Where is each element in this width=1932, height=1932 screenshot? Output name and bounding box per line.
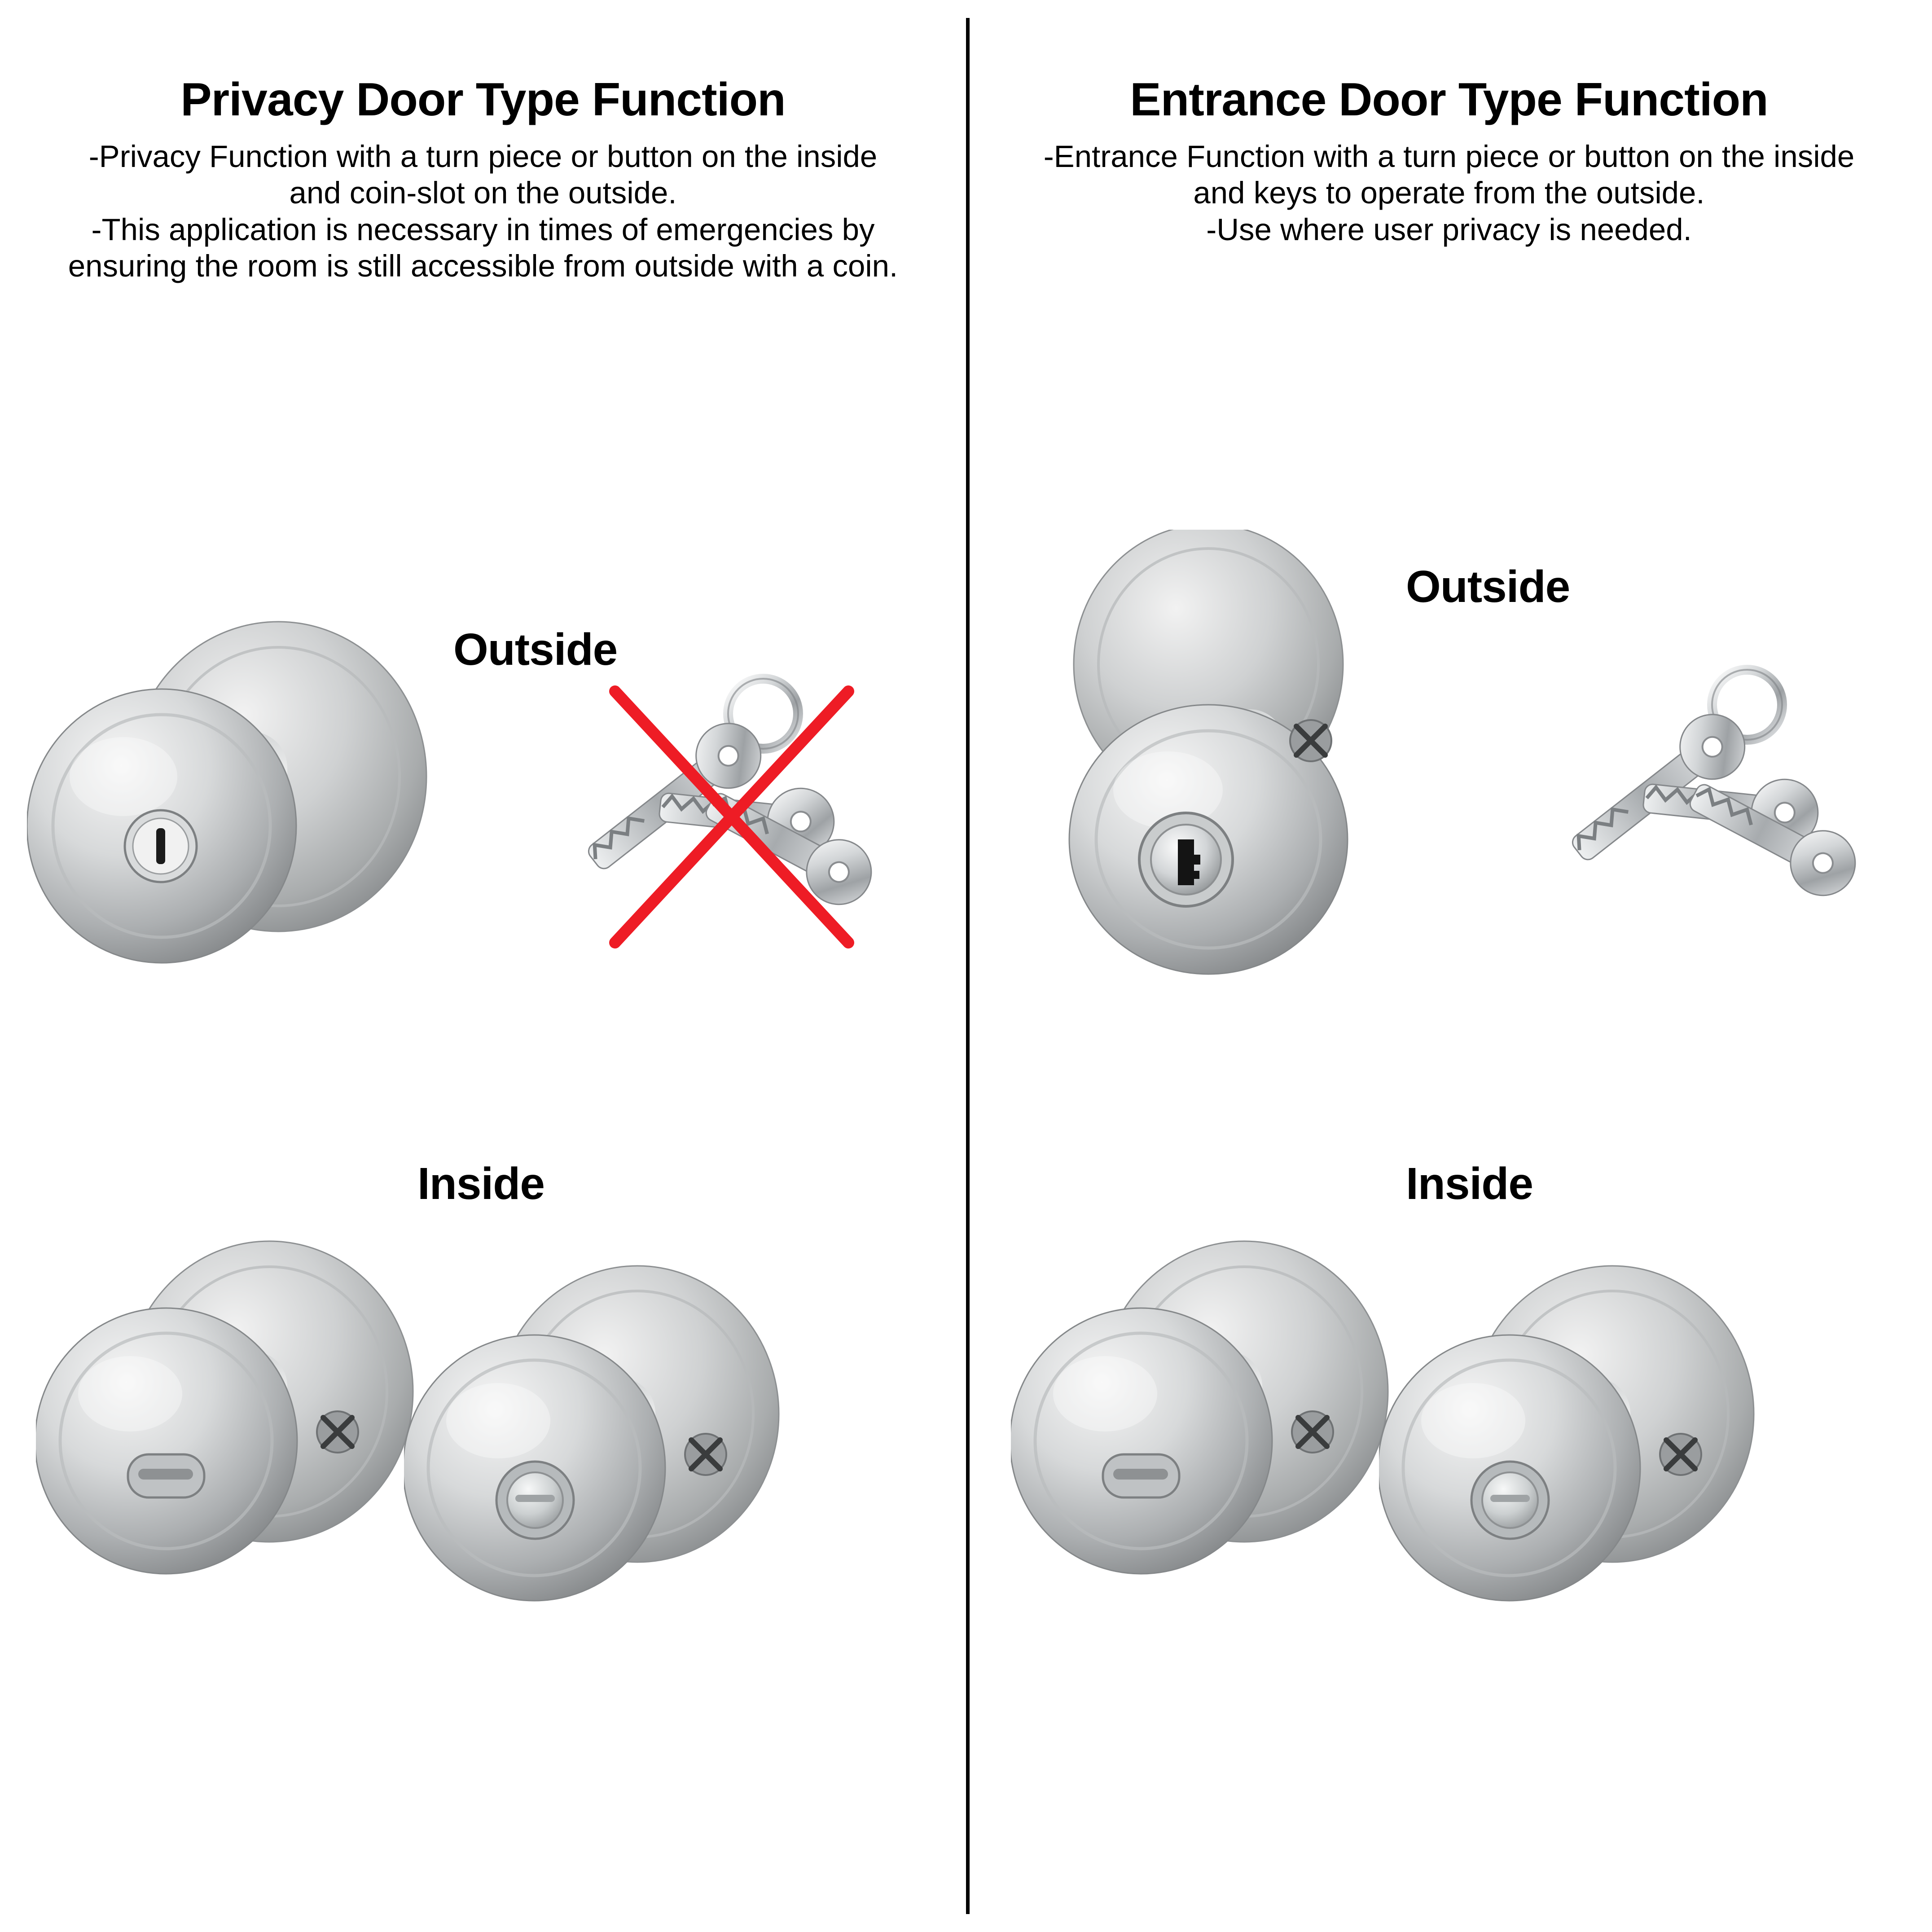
description-line: -Privacy Function with a turn piece or button on the inside bbox=[88, 139, 878, 174]
inside-label-entrance: Inside bbox=[1406, 1159, 1533, 1209]
knob-inside-privacy-pushbutton bbox=[404, 1243, 808, 1647]
panel-description-entrance bbox=[966, 138, 1932, 248]
outside-label-entrance: Outside bbox=[1406, 562, 1570, 612]
keys-illustration-privacy bbox=[512, 664, 884, 979]
description-line: -This application is necessary in times of emergencies by bbox=[91, 212, 875, 247]
outside-label-privacy: Outside bbox=[453, 624, 618, 675]
knob-outside-entrance-keyed bbox=[1020, 530, 1437, 979]
description-line: and coin-slot on the outside. bbox=[289, 176, 677, 211]
description-line: and keys to operate from the outside. bbox=[1193, 176, 1705, 211]
panel-title-privacy: Privacy Door Type Function bbox=[180, 74, 786, 126]
description-line: -Use where user privacy is needed. bbox=[1206, 212, 1692, 247]
description-line: -Entrance Function with a turn piece or button on the inside bbox=[1043, 139, 1855, 174]
knob-inside-entrance-turnpiece bbox=[1011, 1212, 1415, 1616]
knob-inside-entrance-pushbutton bbox=[1379, 1243, 1783, 1647]
knob-outside-privacy-coinslot bbox=[27, 584, 444, 1010]
panel-divider bbox=[966, 18, 970, 1914]
inside-label-privacy: Inside bbox=[417, 1159, 544, 1209]
keys-illustration-entrance bbox=[1496, 655, 1868, 970]
description-line: ensuring the room is still accessible from outside with a coin. bbox=[68, 249, 898, 284]
panel-title-entrance: Entrance Door Type Function bbox=[1130, 74, 1768, 126]
knob-inside-privacy-turnpiece bbox=[36, 1212, 440, 1616]
panel-entrance bbox=[966, 0, 1932, 1932]
panel-description-privacy bbox=[0, 138, 966, 285]
